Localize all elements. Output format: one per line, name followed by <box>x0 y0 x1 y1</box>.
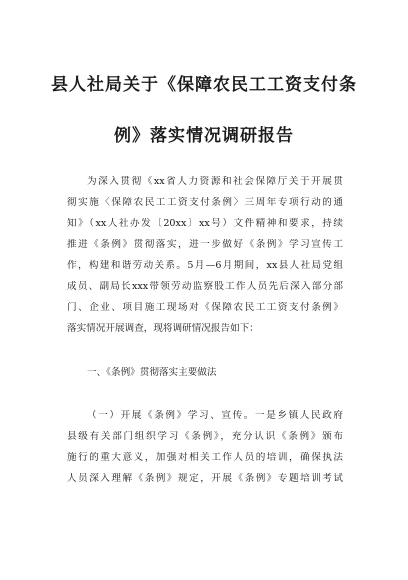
intro-paragraph-line: 推进《条例》贯彻落实，进一步做好《条例》学习宣传工 <box>67 239 343 250</box>
subsection-paragraph-line: 县级有关部门组织学习《条例》，充分认识《条例》颁布 <box>67 431 343 442</box>
intro-paragraph-line: 落实情况开展调查，现将调研情况报告如下： <box>67 323 259 334</box>
document-title-line-2: 例》落实情况调研报告 <box>114 126 294 146</box>
intro-paragraph-line: 成员、副局长xxx带领劳动监察股工作人员先后深入部分部 <box>67 281 343 292</box>
intro-paragraph-line: 为深入贯彻《xx省人力资源和社会保障厅关于开展贯 <box>87 176 343 187</box>
document-title-line-1: 县人社局关于《保障农民工工资支付条 <box>51 75 357 95</box>
subsection-paragraph-line: （一）开展《条例》学习、宣传。一是乡镇人民政府 <box>87 410 343 421</box>
intro-paragraph-line: 知》（xx人社办发〔20xx〕xx号）文件精神和要求，持续 <box>67 218 343 229</box>
subsection-paragraph-line: 施行的重大意义，加强对相关工作人员的培训，确保执法 <box>67 452 343 463</box>
intro-paragraph-line: 作，构建和谐劳动关系。5月—6月期间，xx县人社局党组 <box>67 260 343 271</box>
intro-paragraph-line: 门、企业、项目施工现场对《保障农民工工资支付条例》 <box>67 302 343 313</box>
subsection-paragraph-line: 人员深入理解《条例》规定，开展《条例》专题培训考试 <box>67 473 343 484</box>
intro-paragraph-line: 彻实施〈保障农民工工资支付条例〉三周年专项行动的通 <box>67 197 343 208</box>
section-heading: 一、《条例》贯彻落实主要做法 <box>87 367 217 378</box>
